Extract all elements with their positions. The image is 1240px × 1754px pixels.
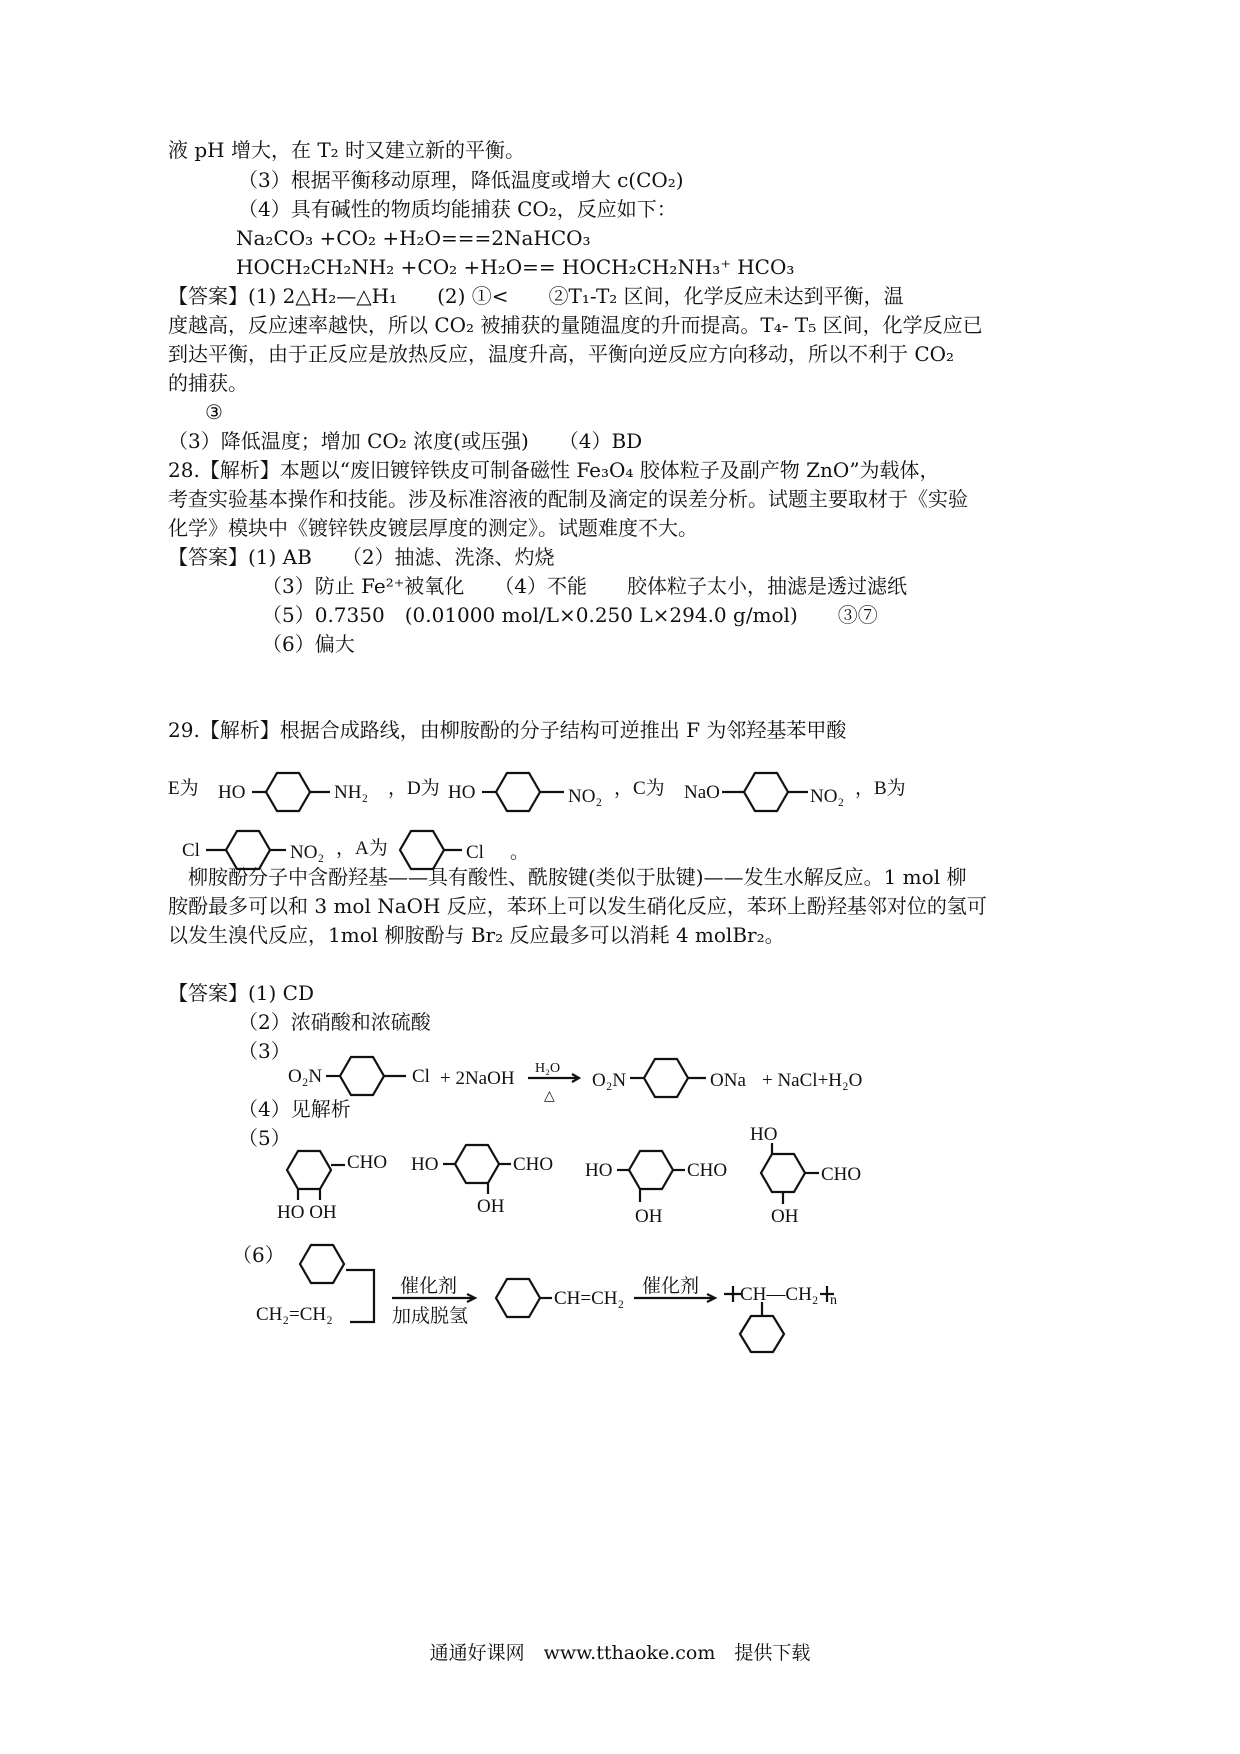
- text-line: 液 pH 增大，在 T₂ 时又建立新的平衡。: [168, 138, 526, 162]
- cho-text: CHO: [687, 1160, 728, 1181]
- benzene-ring-icon: [761, 1154, 805, 1192]
- text-line: （3）根据平衡移动原理，降低温度或增大 c(CO₂): [238, 168, 684, 192]
- reaction-3: [280, 1050, 900, 1120]
- ho-text: HO: [448, 782, 476, 803]
- answer-line: （3）防止 Fe²⁺被氧化 （4）不能 胶体粒子太小，抽滤是透过滤纸: [262, 574, 907, 598]
- answer-line: （6）偏大: [262, 632, 355, 656]
- cho-text: CHO: [347, 1152, 388, 1173]
- styrene-text: CH=CH₂: [554, 1288, 625, 1309]
- benzene-ring-icon: [629, 1151, 673, 1189]
- benzene-ring-icon: [300, 1245, 344, 1283]
- synthesis-route-6: [250, 1232, 890, 1362]
- cl-text: Cl: [182, 840, 200, 861]
- no2-text: NO₂: [568, 786, 603, 807]
- bracket-icon: [346, 1270, 374, 1322]
- analysis-line: 柳胺酚分子中含酚羟基——具有酸性、酰胺键(类似于肽键)——发生水解反应。1 mol 柳: [188, 865, 967, 889]
- products-text: + NaCl+H₂O: [762, 1070, 863, 1091]
- ho-text: HO: [218, 782, 246, 803]
- nh2-text: NH₂: [334, 782, 369, 803]
- analysis-line: 化学》模块中《镀锌铁皮镀层厚度的测定》。试题难度不大。: [168, 516, 698, 540]
- label-c: ，C为: [614, 778, 665, 799]
- answer-line: （6）: [232, 1243, 285, 1267]
- answer-line: 【答案】(1) AB （2）抽滤、洗涤、灼烧: [168, 545, 555, 569]
- benzene-ring-icon: [266, 773, 310, 811]
- benzene-ring-icon: [496, 773, 540, 811]
- benzene-ring-icon: [644, 1059, 688, 1097]
- benzene-ring-icon: [744, 773, 788, 811]
- answer-line: （3）降低温度；增加 CO₂ 浓度(或压强) （4）BD: [168, 429, 643, 453]
- label-b: ，B为: [855, 778, 906, 799]
- cho-text: CHO: [821, 1164, 862, 1185]
- answer-line: ③: [205, 400, 223, 424]
- condition-h2o: H₂O: [535, 1061, 561, 1076]
- polymer-text: CH—CH₂: [740, 1284, 819, 1305]
- answer-line: （2）浓硝酸和浓硫酸: [238, 1010, 431, 1034]
- catalyst-text: 催化剂: [400, 1276, 458, 1297]
- intermediates-row-1: [160, 758, 1080, 828]
- oh-text: OH: [771, 1206, 799, 1227]
- analysis-line: 28.【解析】本题以“废旧镀锌铁皮可制备磁性 Fe₃O₄ 胶体粒子及副产物 ZnO”为载体，: [168, 458, 940, 482]
- answer-line: （4）见解析: [238, 1097, 351, 1121]
- benzene-ring-icon: [496, 1279, 540, 1317]
- equation: Na₂CO₃ +CO₂ +H₂O===2NaHCO₃: [236, 226, 591, 250]
- answer-line: 到达平衡，由于正反应是放热反应，温度升高，平衡向逆反应方向移动，所以不利于 CO₂: [168, 342, 955, 366]
- o2n-text: O₂N: [288, 1066, 323, 1087]
- reagent-naoh: + 2NaOH: [440, 1068, 515, 1089]
- label-d: ，D为: [388, 778, 440, 799]
- analysis-line: 以发生溴代反应，1mol 柳胺酚与 Br₂ 反应最多可以消耗 4 molBr₂。: [168, 923, 785, 947]
- ona-text: ONa: [710, 1070, 746, 1091]
- answer-line: 的捕获。: [168, 371, 248, 395]
- label-e: E为: [168, 778, 199, 799]
- answer-line: 度越高，反应速率越快，所以 CO₂ 被捕获的量随温度的升而提高。T₄- T₅ 区间，化学反应已: [168, 313, 983, 337]
- answer-line: 【答案】(1) 2△H₂—△H₁ (2) ①< ②T₁-T₂ 区间，化学反应未达到平衡，温: [168, 284, 904, 308]
- isomers-5: [275, 1118, 895, 1228]
- catalyst-text: 催化剂: [642, 1276, 700, 1297]
- oh-text: OH: [635, 1206, 663, 1227]
- benzene-ring-icon: [340, 1057, 384, 1095]
- nao-text: NaO: [684, 782, 720, 803]
- cho-text: CHO: [513, 1154, 554, 1175]
- ho-text: HO: [411, 1154, 439, 1175]
- analysis-line: 考查实验基本操作和技能。涉及标准溶液的配制及滴定的误差分析。试题主要取材于《实验: [168, 487, 968, 511]
- ethylene-text: CH₂=CH₂: [256, 1304, 333, 1325]
- addition-text: 加成脱氢: [392, 1306, 469, 1327]
- analysis-line: 胺酚最多可以和 3 mol NaOH 反应，苯环上可以发生硝化反应，苯环上酚羟基邻对位的氢可: [168, 894, 987, 918]
- period: 。: [510, 842, 530, 863]
- ho-text: HO: [585, 1160, 613, 1181]
- no2-text: NO₂: [290, 842, 325, 863]
- label-a: ，A为: [336, 838, 388, 859]
- benzene-ring-icon: [455, 1145, 499, 1183]
- benzene-ring-icon: [740, 1316, 784, 1352]
- benzene-ring-icon: [287, 1151, 331, 1189]
- o2n-text: O₂N: [592, 1070, 627, 1091]
- ho-text: HO: [750, 1124, 778, 1145]
- text-line: （4）具有碱性的物质均能捕获 CO₂，反应如下：: [238, 197, 677, 221]
- page-footer: 通通好课网 www.tthaoke.com 提供下载: [429, 1642, 811, 1664]
- oh-text: OH: [477, 1196, 505, 1217]
- cl-text: Cl: [412, 1066, 430, 1087]
- polymer-n: n: [830, 1293, 837, 1308]
- analysis-line: 29.【解析】根据合成路线，由柳胺酚的分子结构可逆推出 F 为邻羟基苯甲酸: [168, 718, 847, 742]
- answer-line: （3）: [238, 1039, 291, 1063]
- ho-oh-text: HO OH: [277, 1202, 337, 1223]
- no2-text: NO₂: [810, 786, 845, 807]
- condition-heat: △: [544, 1089, 555, 1104]
- equation: HOCH₂CH₂NH₂ +CO₂ +H₂O== HOCH₂CH₂NH₃⁺ HCO₃: [236, 255, 795, 279]
- cl-text: Cl: [466, 842, 484, 863]
- answer-line: 【答案】(1) CD: [168, 981, 315, 1005]
- answer-line: （5）: [238, 1126, 291, 1150]
- answer-line: （5）0.7350 (0.01000 mol/L×0.250 L×294.0 g/mol) ③⑦: [262, 603, 878, 627]
